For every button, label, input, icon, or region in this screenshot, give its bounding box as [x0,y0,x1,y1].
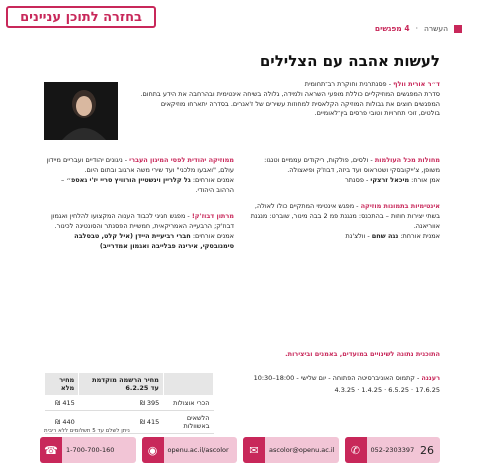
host-title: - פסנתרנית וחוקרת רב־תחומית [304,80,394,88]
phone-icon: ☎ [40,437,62,463]
back-to-contents-button[interactable]: בחזרה לתוכן עניינים [6,6,156,28]
session-item: מרתון דבוז'ק! - מפגש חגיגי לכבוד הענוה המקצועו להלחין ואגמון דבוז'ק; הרבעייה האמריקאית, חמשיית הפסנתר והסונטינה לכינור. אמנים אורחים: חברי רביעיית היידן (איל קלט, טבסלבה סימנובסקי, אירינה פבלייבה ואגמון אמדרייב) [50,212,234,251]
intro-body: סדרת המפגשים המוזיקליים כוללת מופעי השראה ולמידה, גלולה בשיחה אינטימית ובהרחבה את הידע בתחום. המפגשים חוצים את גבולות המוזיקה הקלאסית למחוזות עשירים של ז'אנרים. בסדרה יתארחו מוזיקאים בולטים, זוכי תחרויות וטובי פרסים בין־לאומיים. [140,89,440,118]
schedule-location: רעננה [421,374,440,382]
sessions-left-column [44,155,234,268]
sessions-right-column [250,155,440,257]
performer-photo [44,82,118,140]
session-item: ממוזיקה יהודית לפסי המיגון העברי - ניגונים יהודיים ועבריים מיידון עולם, "ואבעו מלכני" ועד שירי משה ארגוב ובתום היום. אמנים אורחים: גל קלריין וינשטיין הורוויץ סריי יז'י גאספ״ – הרהוב היהודי. [46,156,234,195]
whatsapp-icon: ✆ [345,437,367,463]
email-link[interactable]: ✉ ascolor@openu.ac.il [243,437,339,463]
table-row: הכרי אוצולות 395 ₪ 415 ₪ [45,396,214,411]
schedule-change-note: התוכנית נתונה לשינויים במועדים, באמנים וביצירות. [285,350,440,358]
session-item: אינטימיות בתמונות מוזיקה - מפגש אינטימי המתקיים כולו לאולה, בשתי יצירות חוזות – בהתכנס: מנגנת פמ 2 בבה מינור, שוברט: מנגנת אווריאנה. אמנית אורחת: נגה שחם - וולצ'נת [250,202,440,241]
section-square-icon [454,25,462,33]
mail-icon: ✉ [243,437,265,463]
website-link[interactable]: ◉ openu.ac.il/ascolor [142,437,238,463]
table-header-row: מחיר הרשמה מוקדמת עד 6.2.25 מחיר מלא [45,373,214,396]
breadcrumb-category: העשרה [423,24,448,33]
schedule-details: - קתמוס האוניברסיטה הפתוחה - יום שלישי - 18:00–10:30 [253,374,422,382]
breadcrumb: העשרה · 4 מפגשים [375,24,462,33]
host-name: ד״ר אורית וולף [393,80,440,88]
contact-bar [40,437,440,463]
payment-footnote: ניתן לשלם עד 5 תשלומים ללא ריבית [44,428,130,434]
page-number: 26 [420,444,434,457]
intro-paragraph [140,80,440,119]
price-table [44,372,214,434]
globe-icon: ◉ [142,437,164,463]
whatsapp-link[interactable]: ✆ 052-2303397 [345,437,441,463]
table-row: הלשאים באשוולות 415 ₪ 440 ₪ [45,411,214,434]
session-item: מחולות מכל העולמות - ולסים, פולקות, ריקודים עממיים וטנגו: משופן, צ'ייקובסקי ושטראוס ועד ביזה, דבוז'ק ופיאצולה. אמן אורח: מיכאל זרצקי - פסנתר [264,156,440,185]
schedule-dates: 17.6.25 · 6.5.25 · 1.4.25 · 4.3.25 [334,386,440,395]
breadcrumb-section: 4 מפגשים [374,24,410,33]
schedule [254,372,440,397]
phone-link[interactable]: ☎ 1-700-700-160 [40,437,136,463]
page-title: לעשות אהבה עם הצלילים [259,52,440,70]
